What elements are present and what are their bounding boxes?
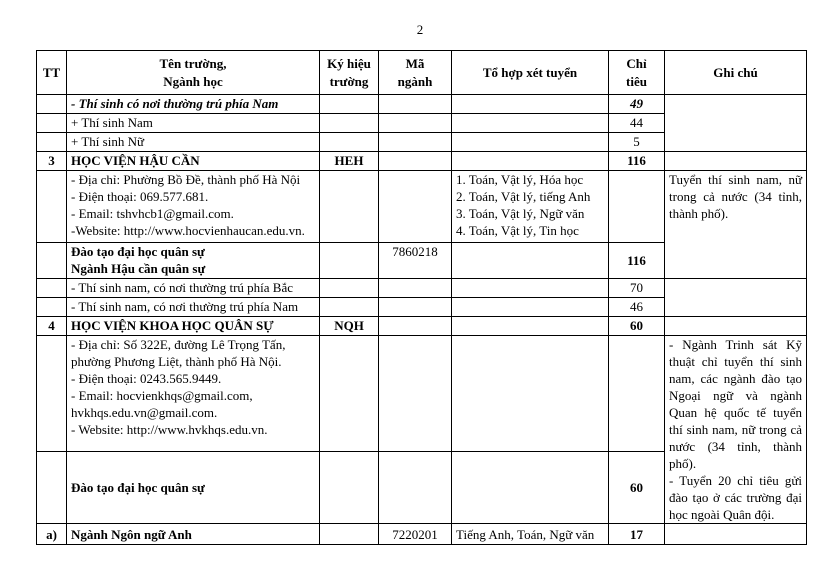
page-number: 2 bbox=[416, 22, 424, 37]
school-info-row bbox=[37, 171, 807, 243]
header-row bbox=[37, 51, 807, 95]
row-quota: 49 bbox=[609, 95, 665, 114]
row-label: + Thí sinh Nữ bbox=[67, 133, 320, 152]
major-name: Ngành Ngôn ngữ Anh bbox=[67, 524, 320, 545]
school-phone: - Điện thoại: 069.577.681. bbox=[71, 189, 209, 204]
row-quota: 46 bbox=[609, 298, 665, 317]
row-label: - Thí sinh nam, có nơi thường trú phía Nam bbox=[67, 298, 320, 317]
school-code: HEH bbox=[320, 152, 379, 171]
training-program: Đào tạo đại học quân sự bbox=[67, 451, 320, 523]
school-email: - Email: tshvhcb1@gmail.com. bbox=[71, 206, 234, 221]
row-quota: 5 bbox=[609, 133, 665, 152]
subject-combinations: 1. Toán, Vật lý, Hóa học 2. Toán, Vật lý, tiếng Anh 3. Toán, Vật lý, Ngữ văn 4. Toán, Vật lý, Tin học bbox=[452, 171, 609, 243]
school-row bbox=[37, 152, 807, 171]
school-code: NQH bbox=[320, 317, 379, 336]
school-name: HỌC VIỆN KHOA HỌC QUÂN SỰ bbox=[67, 317, 320, 336]
header-subject-combination: Tổ hợp xét tuyển bbox=[452, 51, 609, 95]
school-quota: 60 bbox=[609, 317, 665, 336]
school-contact: - Địa chỉ: Số 322E, đường Lê Trọng Tấn, phường Phương Liệt, thành phố Hà Nội. - Điện thoại: 0243.565.9449. - Email: hocvienkhqs@gmail.com, hvkhqs.edu.vn@gmail.com. - Website: http://www.hvkhqs.edu.vn. bbox=[67, 336, 320, 452]
major-index: a) bbox=[37, 524, 67, 545]
header-school-code: Ký hiệu trường bbox=[320, 51, 379, 95]
row-quota: 44 bbox=[609, 114, 665, 133]
school-quota: 116 bbox=[609, 152, 665, 171]
school-note: Tuyển thí sinh nam, nữ trong cả nước (34 tỉnh, thành phố). bbox=[665, 171, 807, 279]
school-name: HỌC VIỆN HẬU CẦN bbox=[67, 152, 320, 171]
row-quota: 70 bbox=[609, 279, 665, 298]
header-major-code: Mã ngành bbox=[379, 51, 452, 95]
school-website: - Website: http://www.hvkhqs.edu.vn. bbox=[71, 422, 268, 437]
school-info-row bbox=[37, 336, 807, 452]
row-label: - Thí sinh nam, có nơi thường trú phía Bắc bbox=[67, 279, 320, 298]
header-note: Ghi chú bbox=[665, 51, 807, 95]
header-school-name: Tên trường, Ngành học bbox=[67, 51, 320, 95]
school-contact bbox=[67, 171, 320, 243]
header-tt: TT bbox=[37, 51, 67, 95]
admission-table bbox=[36, 50, 807, 545]
header-quota: Chỉ tiêu bbox=[609, 51, 665, 95]
table-row bbox=[37, 95, 807, 114]
school-address: - Địa chỉ: Số 322E, đường Lê Trọng Tấn, bbox=[71, 337, 286, 352]
major-quota: 17 bbox=[609, 524, 665, 545]
school-row bbox=[37, 317, 807, 336]
row-label: - Thí sinh có nơi thường trú phía Nam bbox=[67, 95, 320, 114]
training-quota: 116 bbox=[609, 243, 665, 279]
row-label: + Thí sinh Nam bbox=[67, 114, 320, 133]
training-quota: 60 bbox=[609, 451, 665, 523]
major-row bbox=[37, 524, 807, 545]
table-row bbox=[37, 279, 807, 298]
school-address: - Địa chỉ: Phường Bồ Đề, thành phố Hà Nội bbox=[71, 172, 301, 187]
major-code: 7860218 bbox=[379, 243, 452, 279]
school-index: 3 bbox=[37, 152, 67, 171]
school-note: - Ngành Trinh sát Kỹ thuật chỉ tuyển thí sinh nam, các ngành đào tạo Ngoại ngữ và ngành Quan hệ quốc tế tuyển thí sinh nam, nữ trong cả nước (34 tỉnh, thành phố). - Tuyển 20 chỉ tiêu gửi đào tạo ở các trường đại học ngoài Quân đội. bbox=[665, 336, 807, 524]
school-email: - Email: hocvienkhqs@gmail.com, bbox=[71, 388, 253, 403]
training-program: Đào tạo đại học quân sự Ngành Hậu cần quân sự bbox=[67, 243, 320, 279]
subject-combination: Tiếng Anh, Toán, Ngữ văn bbox=[452, 524, 609, 545]
major-code: 7220201 bbox=[379, 524, 452, 545]
school-website: -Website: http://www.hocvienhaucan.edu.vn. bbox=[71, 223, 305, 238]
school-index: 4 bbox=[37, 317, 67, 336]
school-phone: - Điện thoại: 0243.565.9449. bbox=[71, 371, 222, 386]
